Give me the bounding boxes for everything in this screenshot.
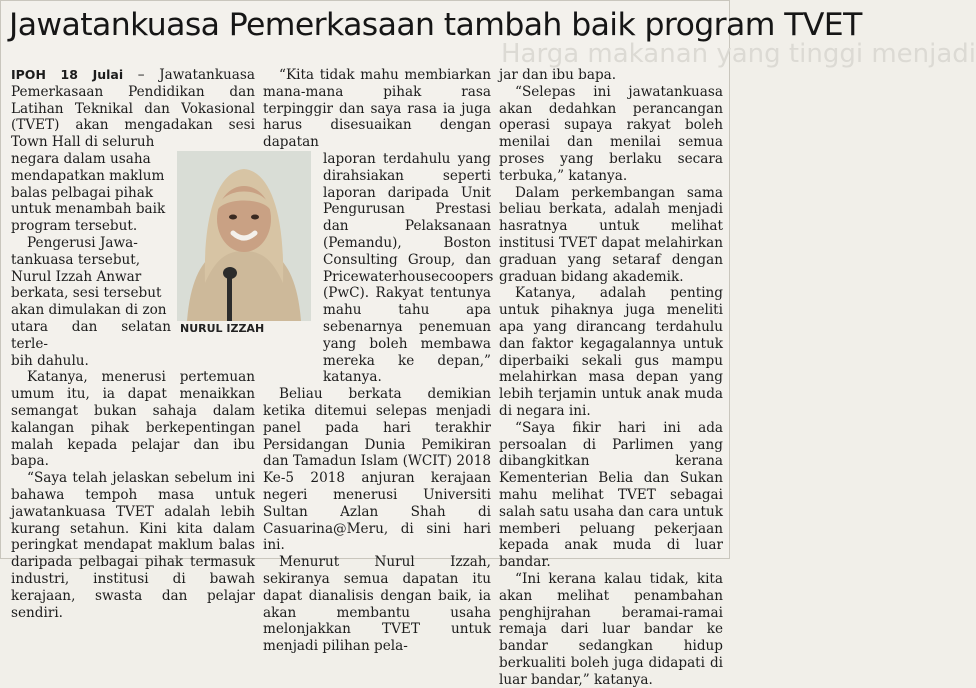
paragraph: Dalam perkembangan sama beliau berkata, adalah menjadi hasratnya untuk melihat institusi TVET dapat melahirkan graduan yang setaraf dengan graduan bidang akademik. (499, 184, 723, 285)
text-line: Pengerusi Jawa- (27, 234, 138, 251)
paragraph: laporan terdahulu yang dirahsiakan seperti laporan daripada Unit Pengurusan Prestasi dan Pelaksanaan (Pemandu), Boston Consulting Group, dan Pricewaterhousecoopers (PwC). Rakyat tentunya mahu tahu apa sebenarnya penemuan yang boleh membawa mereka ke depan,” katanya. (323, 150, 494, 386)
text-line: utara dan selatan terle- (11, 318, 171, 352)
paragraph: “Selepas ini jawatankuasa akan dedahkan perancangan operasi supaya rakyat boleh menilai dan menilai semua proses yang berlaku secara terbuka,” katanya. (499, 83, 723, 184)
text-line: mendapatkan maklum (11, 167, 165, 184)
paragraph: “Saya telah jelaskan sebelum ini bahawa tempoh masa untuk jawatankuasa TVET adalah lebih kurang setahun. Kini kita dalam peringkat mendapat maklum balas daripada pelbagai pihak termasuk industri, institusi di bawah kerajaan, swasta dan pelajar sendiri. (11, 470, 255, 621)
text-line: untuk menambah baik (11, 201, 166, 218)
paragraph: “Kita tidak mahu membiarkan mana-mana pihak rasa terpinggir dan saya rasa ia juga harus disesuaikan dengan dapatan (263, 67, 491, 151)
paragraph: Beliau berkata demikian ketika ditemui selepas menjadi panel pada hari terakhir Persidangan Dunia Pemikiran dan Tamadun Islam (WCIT) 2018 Ke-5 2018 anjuran kerajaan negeri menerusi Universiti Sultan Azlan Shah di Casuarina@Meru, di sini hari ini. (263, 386, 491, 554)
paragraph: “Ini kerana kalau tidak, kita akan melihat penambahan penghijrahan beramai-ramai remaja dari luar bandar ke bandar sedangkan hidup berkualiti boleh juga didapati di luar bandar,” katanya. (499, 570, 723, 688)
bleed-through-text: Harga makanan yang tinggi menjadi (501, 39, 976, 69)
paragraph: Katanya, adalah penting untuk pihaknya juga meneliti apa yang dirancang terdahulu dan faktor kegagalannya untuk diperbaiki sekali gus mampu melahirkan masa depan yang lebih terjamin untuk anak muda di negara ini. (499, 285, 723, 419)
photo-caption: NURUL IZZAH (180, 322, 265, 335)
text-line: berkata, sesi tersebut (11, 285, 162, 302)
text-line: tankuasa tersebut, (11, 251, 141, 268)
article-column-2 (263, 67, 494, 655)
article-headline: Jawatankuasa Pemerkasaan tambah baik program TVET (9, 7, 862, 43)
paragraph-text: – Jawatankuasa Pemerkasaan Pendidikan dan Latihan Teknikal dan Vokasional (TVET) akan mengadakan sesi Town Hall di seluruh (11, 67, 255, 151)
paragraph: jar dan ibu bapa. (499, 67, 617, 83)
paragraph: Katanya, menerusi pertemuan umum itu, ia dapat menaikkan semangat bukan sahaja dalam kalangan pihak berkepentingan malah kepada pelajar dan ibu bapa. (11, 369, 255, 470)
dateline: IPOH 18 Julai (11, 67, 124, 82)
text-line: program tersebut. (11, 218, 138, 235)
text-line: negara dalam usaha (11, 150, 151, 167)
text-line: bih dahulu. (11, 352, 89, 369)
article-column-3 (499, 67, 723, 688)
wrapped-text (323, 150, 494, 386)
paragraph: “Saya fikir hari ini ada persoalan di Parlimen yang dibangkitkan kerana Kementerian Belia dan Sukan mahu melihat TVET sebagai salah satu usaha dan cara untuk memberi peluang pekerjaan kepada anak muda di luar bandar. (499, 419, 723, 571)
paragraph (11, 67, 255, 151)
text-line: Nurul Izzah Anwar (11, 268, 142, 285)
paragraph: Menurut Nurul Izzah, sekiranya semua dapatan itu dapat dianalisis dengan baik, ia akan membantu usaha melonjakkan TVET untuk menjadi pilihan pela- (263, 554, 491, 655)
text-line: akan dimulakan di zon (11, 302, 167, 319)
wrapped-text (11, 151, 171, 369)
text-line: balas pelbagai pihak (11, 184, 154, 201)
